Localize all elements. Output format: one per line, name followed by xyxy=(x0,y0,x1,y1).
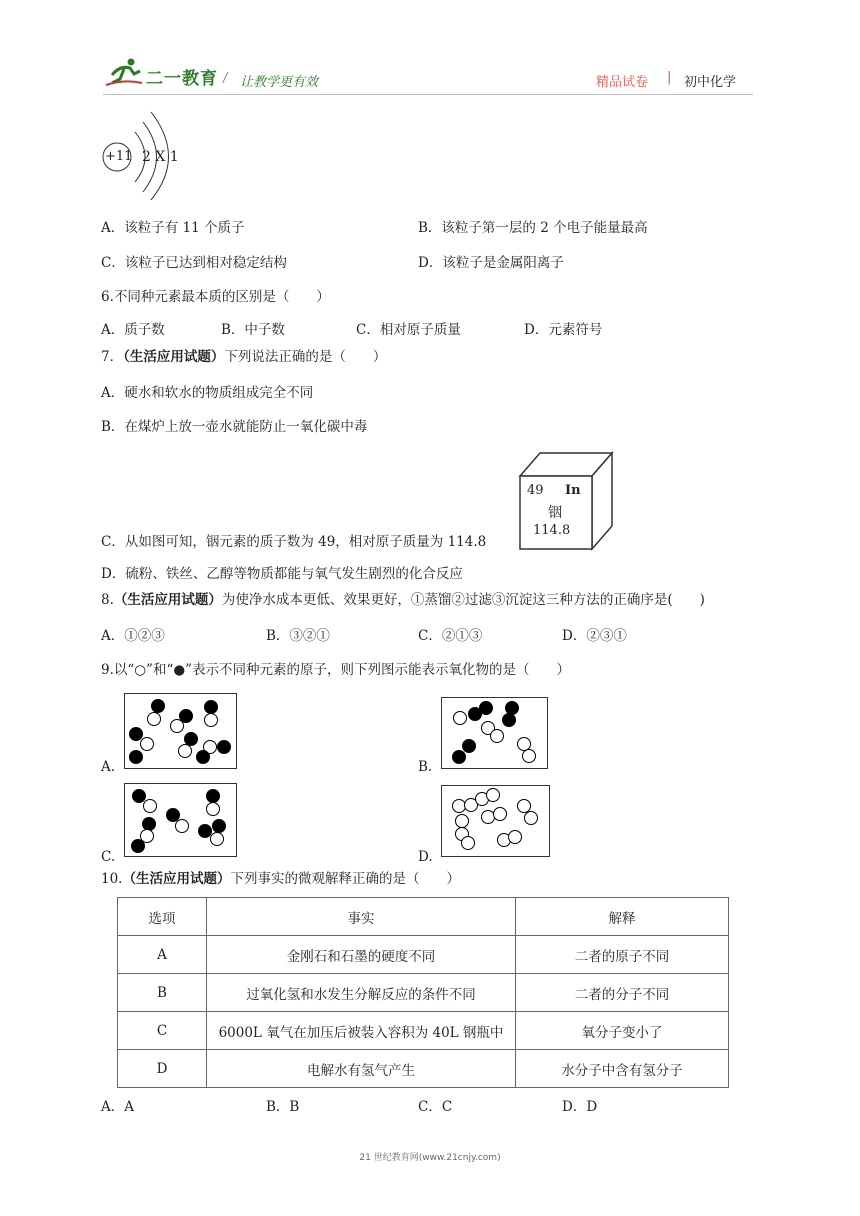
shell-electrons: 2 X 1 xyxy=(142,149,179,165)
q10-option-b: B．B xyxy=(266,1099,300,1115)
q6-stem: 6.不同种元素最本质的区别是（ ） xyxy=(101,289,330,305)
molecule-diagram-b-icon xyxy=(442,698,547,768)
table-cell: 过氧化氢和水发生分解反应的条件不同 xyxy=(207,974,516,1012)
q9-stem: 9.以“○”和“●”表示不同种元素的原子，则下列图示能表示氧化物的是（ ） xyxy=(101,662,571,678)
table-row xyxy=(118,974,729,1012)
table-cell: 二者的分子不同 xyxy=(516,974,729,1012)
molecule-diagram-d-icon xyxy=(442,786,549,856)
q7-option-d: D．硫粉、铁丝、乙醇等物质都能与氧气发生剧烈的化合反应 xyxy=(101,566,463,582)
slogan: 让教学更有效 xyxy=(240,75,319,90)
molecule-diagram-a-icon xyxy=(125,694,236,768)
q9-figure-a xyxy=(124,693,237,769)
molecule-diagram-c-icon xyxy=(125,784,236,856)
table-cell: C xyxy=(118,1012,207,1050)
q9-label-a: A. xyxy=(101,759,116,775)
q6-option-d: D．元素符号 xyxy=(524,322,603,338)
q8-stem-text: 为使净水成本更低、效果更好，①蒸馏②过滤③沉淀这三种方法的正确序是( ) xyxy=(221,592,705,608)
table-header-row xyxy=(118,898,729,936)
table-row xyxy=(118,1050,729,1088)
subject-label: 初中化学 xyxy=(684,75,737,90)
q7-stem-text: 下列说法正确的是（ ） xyxy=(224,349,387,365)
q10-tag: （生活应用试题） xyxy=(122,871,231,887)
runner-logo-icon xyxy=(104,57,144,87)
q6-option-c: C．相对原子质量 xyxy=(356,322,461,338)
q7-tag: （生活应用试题） xyxy=(123,349,225,365)
q10-table xyxy=(117,897,729,1088)
q7-option-b: B．在煤炉上放一壶水就能防止一氧化碳中毒 xyxy=(101,419,368,435)
q10-stem xyxy=(101,870,460,888)
q8-tag: （生活应用试题） xyxy=(113,592,222,608)
table-cell: 二者的原子不同 xyxy=(516,936,729,974)
q8-option-a: A．①②③ xyxy=(101,628,165,644)
q9-figure-d xyxy=(441,785,550,857)
q8-option-b: B．③②① xyxy=(266,628,330,644)
table-header-cell: 解释 xyxy=(516,898,729,936)
table-cell: B xyxy=(118,974,207,1012)
atomic-mass: 114.8 xyxy=(533,523,571,538)
nucleus-charge: +11 xyxy=(105,149,133,164)
element-cube-indium xyxy=(515,451,615,551)
q6-option-a: A．质子数 xyxy=(101,322,165,338)
q9-label-b: B. xyxy=(418,759,433,775)
table-row xyxy=(118,1012,729,1050)
q9-label-c: C. xyxy=(101,849,116,865)
q5-option-c: C．该粒子已达到相对稳定结构 xyxy=(101,255,287,271)
element-symbol: In xyxy=(565,483,581,498)
atom-structure-diagram xyxy=(100,108,195,200)
q7-option-c: C．从如图可知，铟元素的质子数为 49，相对原子质量为 114.8 xyxy=(101,534,487,550)
q10-option-a: A．A xyxy=(101,1099,134,1115)
q7-option-a: A．硬水和软水的物质组成完全不同 xyxy=(101,385,314,401)
q10-option-d: D．D xyxy=(562,1099,598,1115)
table-cell: A xyxy=(118,936,207,974)
table-cell: 6000L 氧气在加压后被装入容积为 40L 钢瓶中 xyxy=(207,1012,516,1050)
q6-option-b: B．中子数 xyxy=(221,322,285,338)
q10-option-c: C．C xyxy=(418,1099,453,1115)
table-cell: D xyxy=(118,1050,207,1088)
page-footer: 21 世纪教育网(www.21cnjy.com) xyxy=(359,1153,501,1163)
q10-stem-text: 下列事实的微观解释正确的是（ ） xyxy=(230,871,460,887)
header xyxy=(0,0,860,100)
logo-text: 二一教育 xyxy=(146,69,218,89)
atomic-number: 49 xyxy=(527,483,544,498)
q5-option-a: A．该粒子有 11 个质子 xyxy=(101,220,245,236)
header-divider: | xyxy=(667,70,672,85)
premium-badge: 精品试卷 xyxy=(596,75,649,90)
q8-number: 8. xyxy=(101,592,114,608)
table-header-cell: 事实 xyxy=(207,898,516,936)
q10-number: 10. xyxy=(101,871,123,887)
table-cell: 水分子中含有氢分子 xyxy=(516,1050,729,1088)
q7-stem xyxy=(101,348,386,366)
table-cell: 氧分子变小了 xyxy=(516,1012,729,1050)
element-name: 铟 xyxy=(548,505,562,521)
table-header-cell: 选项 xyxy=(118,898,207,936)
header-rule xyxy=(103,94,753,95)
table-cell: 金刚石和石墨的硬度不同 xyxy=(207,936,516,974)
q5-option-b: B．该粒子第一层的 2 个电子能量最高 xyxy=(418,220,648,236)
q8-option-d: D．②③① xyxy=(562,628,627,644)
slogan-slash: / xyxy=(223,71,228,86)
q8-option-c: C．②①③ xyxy=(418,628,483,644)
q5-option-d: D．该粒子是金属阳离子 xyxy=(418,255,564,271)
q9-label-d: D. xyxy=(418,849,433,865)
q9-figure-c xyxy=(124,783,237,857)
q9-figure-b xyxy=(441,697,548,769)
table-row xyxy=(118,936,729,974)
table-cell: 电解水有氢气产生 xyxy=(207,1050,516,1088)
q8-stem xyxy=(101,591,705,609)
q7-number: 7． xyxy=(101,349,124,365)
